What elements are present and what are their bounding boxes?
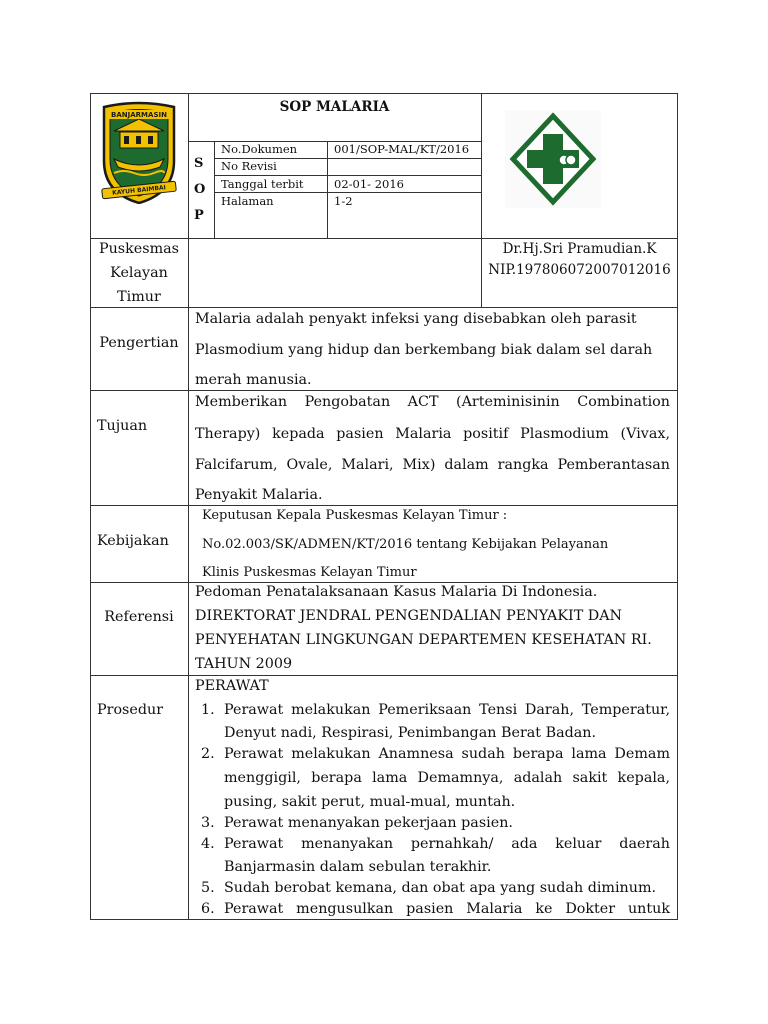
section-label-prosedur: Prosedur — [97, 702, 164, 718]
step-line: Banjarmasin dalam sebulan terakhir. — [224, 859, 492, 875]
referensi-line: TAHUN 2009 — [195, 656, 293, 672]
col-divider-left — [188, 93, 189, 920]
doc-row-divider — [214, 175, 481, 176]
step-line: Perawat mengusulkan pasien Malaria ke Dokter untuk — [224, 901, 670, 917]
signer-nip: NIP.197806072007012016 — [488, 262, 671, 278]
step-number: 6. — [201, 901, 215, 917]
step-line: Sudah berobat kemana, dan obat apa yang sudah diminum. — [224, 880, 657, 896]
doc-value-date: 02-01- 2016 — [334, 177, 404, 191]
crest-bottom-text: KAYUH BAIMBAI — [111, 184, 167, 197]
row-divider — [90, 675, 678, 676]
step-line: Perawat melakukan Pemeriksaan Tensi Darah, Temperatur, — [224, 702, 670, 718]
referensi-line: PENYEHATAN LINGKUNGAN DEPARTEMEN KESEHATAN RI. — [195, 632, 652, 648]
doc-label-page: Halaman — [221, 194, 274, 208]
pengertian-line: merah manusia. — [195, 372, 312, 388]
pengertian-line: Malaria adalah penyakt infeksi yang disebabkan oleh parasit — [195, 311, 637, 327]
section-label-kebijakan: Kebijakan — [97, 533, 169, 549]
doc-label-date: Tanggal terbit — [221, 177, 304, 191]
referensi-line: DIREKTORAT JENDRAL PENGENDALIAN PENYAKIT DAN — [195, 608, 623, 624]
tujuan-line: Penyakit Malaria. — [195, 487, 323, 503]
sop-letter-o: O — [194, 182, 206, 197]
kebijakan-line: No.02.003/SK/ADMEN/KT/2016 tentang Kebijakan Pelayanan — [202, 537, 609, 552]
tujuan-line: Falcifarum, Ovale, Malari, Mix) dalam rangka Pemberantasan — [195, 457, 670, 473]
step-line: Denyut nadi, Respirasi, Penimbangan Berat Badan. — [224, 725, 597, 741]
org-name-line1: Puskesmas — [98, 241, 180, 257]
row-divider — [90, 505, 678, 506]
doc-value-number: 001/SOP-MAL/KT/2016 — [334, 142, 470, 156]
row-divider — [90, 582, 678, 583]
tujuan-line: Memberikan Pengobatan ACT (Arteminisinin Combination — [195, 394, 670, 410]
kebijakan-line: Klinis Puskesmas Kelayan Timur — [202, 565, 417, 580]
sop-letter-s: S — [194, 156, 204, 171]
banjarmasin-crest-logo — [100, 101, 178, 204]
step-number: 2. — [201, 746, 215, 762]
step-number: 5. — [201, 880, 215, 896]
step-number: 1. — [201, 702, 215, 718]
doc-label-number: No.Dokumen — [221, 142, 298, 156]
step-number: 4. — [201, 836, 215, 852]
row-divider — [90, 238, 678, 239]
section-label-referensi: Referensi — [104, 609, 174, 625]
doc-value-page: 1-2 — [334, 194, 353, 208]
org-name-line2: Kelayan — [110, 265, 168, 281]
sop-letter-p: P — [194, 208, 204, 223]
doc-row-divider — [214, 192, 481, 193]
section-label-tujuan: Tujuan — [97, 418, 148, 434]
signer-name: Dr.Hj.Sri Pramudian.K — [502, 241, 657, 257]
row-divider — [90, 307, 678, 308]
kebijakan-line: Keputusan Kepala Puskesmas Kelayan Timur : — [202, 508, 508, 523]
prosedur-heading: PERAWAT — [195, 678, 269, 694]
doc-column-divider — [327, 141, 328, 238]
step-line: Perawat menanyakan pekerjaan pasien. — [224, 815, 513, 831]
step-line: Perawat melakukan Anamnesa sudah berapa lama Demam — [224, 746, 670, 762]
referensi-line: Pedoman Penatalaksanaan Kasus Malaria Di Indonesia. — [195, 584, 598, 600]
document-title: SOP MALARIA — [279, 99, 390, 115]
section-label-pengertian: Pengertian — [99, 335, 179, 351]
step-line: menggigil, berapa lama Demamnya, adalah sakit kepala, — [224, 770, 670, 786]
sop-column-divider — [214, 141, 215, 238]
step-line: Perawat menanyakan pernahkah/ ada keluar daerah — [224, 836, 670, 852]
puskesmas-logo — [505, 110, 601, 208]
pengertian-line: Plasmodium yang hidup dan berkembang biak dalam sel darah — [195, 342, 653, 358]
tujuan-line: Therapy) kepada pasien Malaria positif Plasmodium (Vivax, — [195, 426, 670, 442]
org-name-line3: Timur — [117, 289, 161, 305]
row-divider — [90, 390, 678, 391]
doc-label-revision: No Revisi — [221, 159, 277, 173]
crest-top-text: BANJARMASIN — [111, 111, 167, 119]
step-line: pusing, sakit perut, mual-mual, muntah. — [224, 794, 516, 810]
step-number: 3. — [201, 815, 215, 831]
